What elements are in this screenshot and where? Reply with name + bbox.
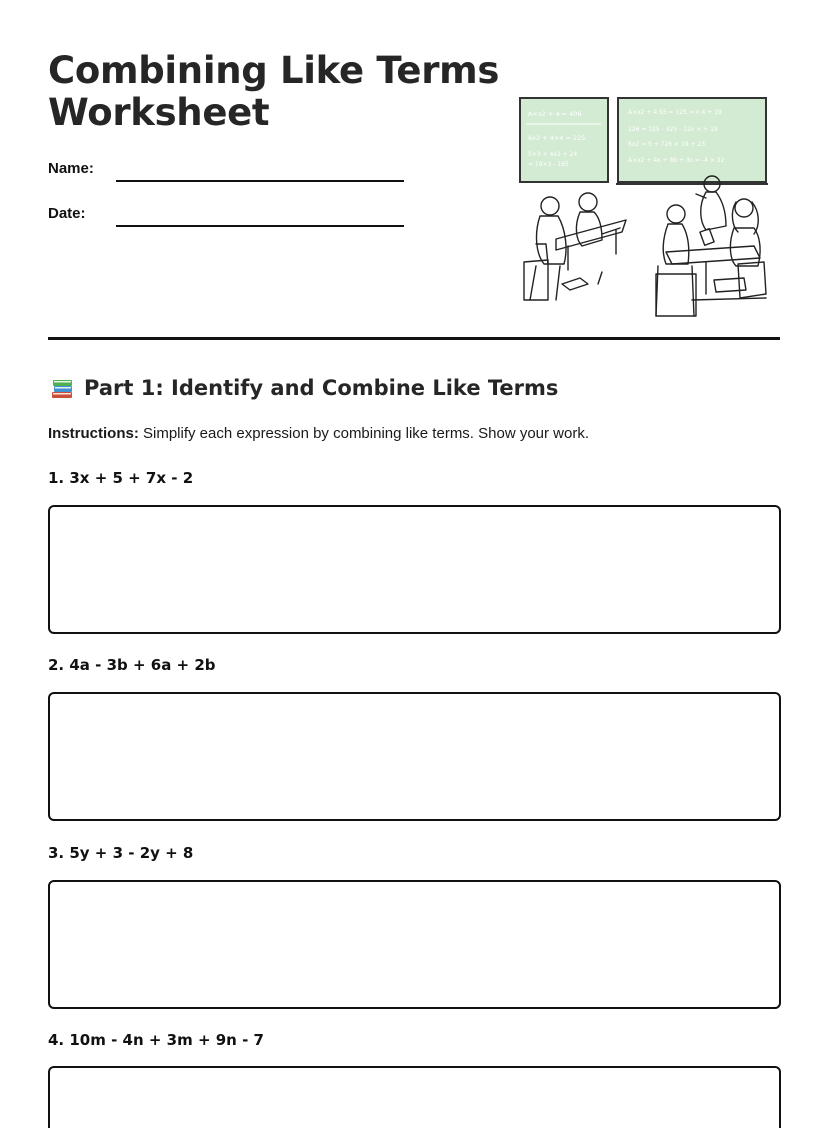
title-line-1: Combining Like Terms [48, 49, 500, 92]
date-line[interactable] [116, 225, 404, 227]
part-1-heading [48, 374, 558, 402]
students-sketch [524, 176, 766, 316]
board-left-line-1: A×x2 + 4 = 406 [528, 110, 582, 118]
question-2-answer-box[interactable] [48, 692, 781, 821]
question-3-answer-box[interactable] [48, 880, 781, 1009]
part-1-title: Part 1: Identify and Combine Like Terms [84, 376, 559, 400]
classroom-illustration [516, 94, 772, 318]
question-4-answer-box[interactable] [48, 1066, 781, 1128]
board-right-line-4: A×x2 + 4x + 8b + 3c = -4 × 32 [628, 157, 725, 164]
instructions-text: Simplify each expression by combining like terms. Show your work. [138, 425, 590, 442]
question-3-label: 3. 5y + 3 - 2y + 8 [48, 844, 194, 862]
name-label: Name: [48, 160, 94, 177]
name-line[interactable] [116, 180, 404, 182]
board-left-line-3: 5×3 + 4x2 + 24 [528, 151, 578, 158]
board-right-line-2: 226 = 125 - 325 - 12x × + 19 [628, 126, 718, 133]
question-2-label: 2. 4a - 3b + 6a + 2b [48, 656, 216, 674]
board-left-line-2: 6x2 + 4×4 = 225 [528, 134, 586, 142]
question-1-answer-box[interactable] [48, 505, 781, 634]
board-left-line-4: = 19×3 - 165 [528, 161, 569, 168]
question-1-label: 1. 3x + 5 + 7x - 2 [48, 469, 194, 487]
board-right-line-1: A×x2 + 4 55 = 125 = n 4 + 19 [628, 109, 722, 116]
worksheet-title [48, 50, 499, 134]
section-divider [48, 337, 780, 340]
books-icon [48, 374, 76, 402]
date-label: Date: [48, 205, 86, 222]
instructions-label: Instructions: [48, 425, 139, 442]
instructions [48, 425, 589, 442]
board-right-line-3: 6x2 = 5 + 726 × 19 + 23 [628, 141, 706, 148]
title-line-2: Worksheet [48, 91, 270, 134]
question-4-label: 4. 10m - 4n + 3m + 9n - 7 [48, 1031, 264, 1049]
